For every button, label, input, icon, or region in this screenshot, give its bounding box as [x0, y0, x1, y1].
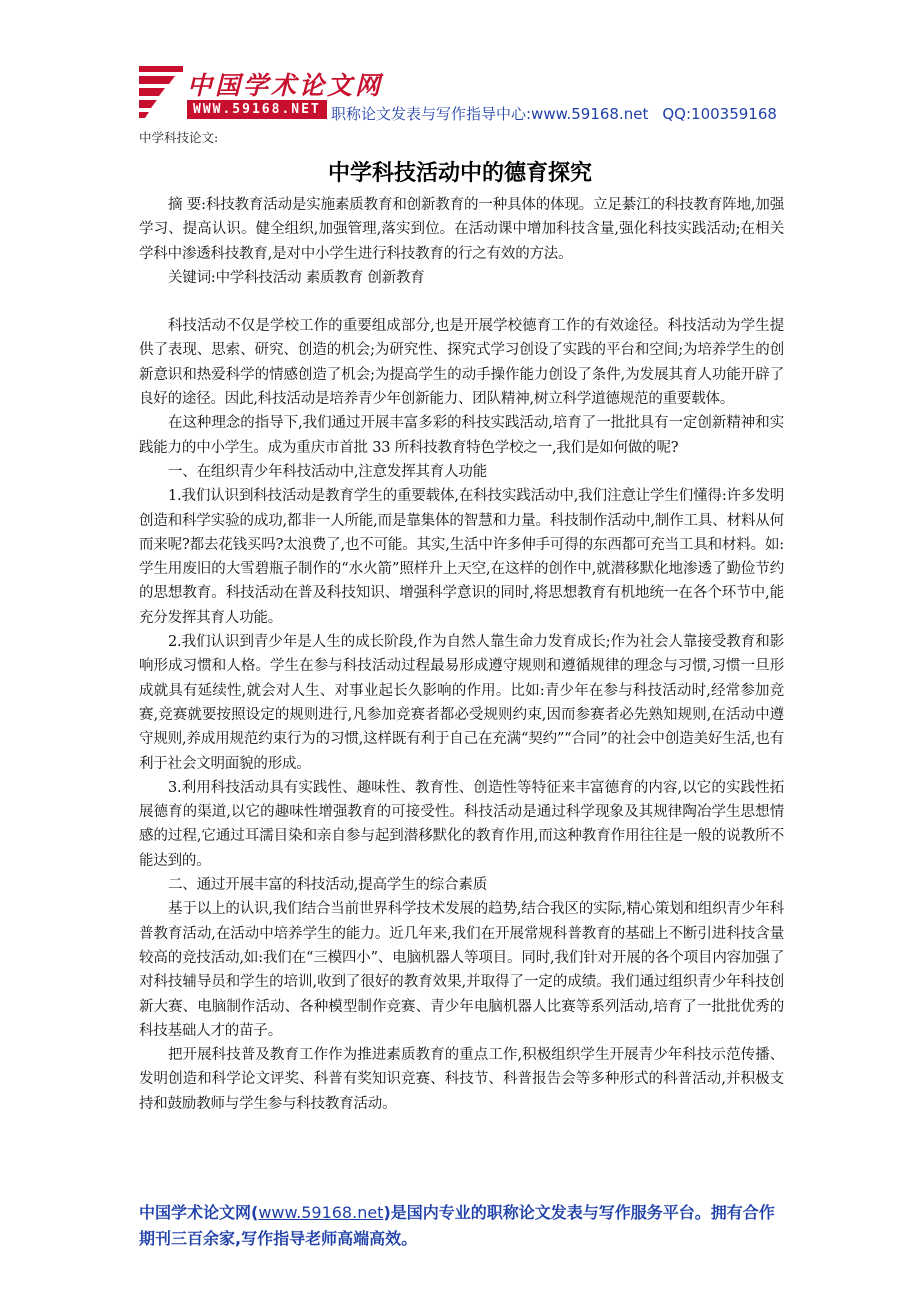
service-link[interactable]: 职称论文发表与写作指导中心:www.59168.net — [331, 105, 649, 123]
body-paragraph: 把开展科技普及教育工作作为推进素质教育的重点工作,积极组织学生开展青少年科技示范传播、发明创造和科学论文评奖、科普有奖知识竞赛、科技节、科普报告会等多种形式的科普活动,并积极支持和鼓励教师与学生参与科技教育活动。 — [139, 1047, 784, 1112]
article-title: 中学科技活动中的德育探究 — [327, 161, 592, 186]
logo-name: 中国学术论文网 — [187, 71, 384, 100]
footer-link[interactable]: www.59168.net — [258, 1203, 384, 1222]
body-paragraph: 3.利用科技活动具有实践性、趣味性、教育性、创造性等特征来丰富德育的内容,以它的实践性拓展德育的渠道,以它的趣味性增强教育的可接受性。科技活动是通过科学现象及其规律陶冶学生思想情感的过程,它通过耳濡目染和亲自参与起到潜移默化的教育作用,而这种教育作用往往是一般的说教所不能达到的。 — [139, 779, 784, 869]
header-contact — [331, 103, 777, 124]
body-paragraph: 在这种理念的指导下,我们通过开展丰富多彩的科技实践活动,培育了一批批具有一定创新精神和实践能力的中小学生。成为重庆市首批 33 所科技教育特色学校之一,我们是如何做的呢? — [139, 415, 784, 456]
keywords-paragraph: 关键词:中学科技活动 素质教育 创新教育 — [168, 269, 425, 286]
body-paragraph: 基于以上的认识,我们结合当前世界科学技术发展的趋势,结合我区的实际,精心策划和组织青少年科普教育活动,在活动中培养学生的能力。近几年来,我们在开展常规科普教育的基础上不断引进科技含量较高的竞技活动,如:我们在“三模四小”、电脑机器人等项目。同时,我们针对开展的各个项目内容加强了对科技辅导员和学生的培训,收到了很好的教育效果,并取得了一定的成绩。我们通过组织青少年科技创新大赛、电脑制作活动、各种模型制作竞赛、青少年电脑机器人比赛等系列活动,培育了一批批优秀的科技基础人才的苗子。 — [139, 901, 784, 1039]
section-heading: 一、在组织青少年科技活动中,注意发挥其育人功能 — [168, 463, 488, 480]
body-paragraph: 1.我们认识到科技活动是教育学生的重要载体,在科技实践活动中,我们注意让学生们懂得:许多发明创造和科学实验的成功,都非一人所能,而是靠集体的智慧和力量。科技制作活动中,制作工具、材料从何而来呢?都去花钱买吗?太浪费了,也不可能。其实,生活中许多伸手可得的东西都可充当工具和材料。如:学生用废旧的大雪碧瓶子制作的“水火箭”照样升上天空,在这样的创作中,就潜移默化地渗透了勤俭节约的思想教育。科技活动在普及科技知识、增强科学意识的同时,将思想教育有机地统一在各个环节中,能充分发挥其育人功能。 — [139, 488, 784, 626]
logo-url: WWW.59168.NET — [187, 100, 327, 119]
body-paragraph: 科技活动不仅是学校工作的重要组成部分,也是开展学校德育工作的有效途径。科技活动为学生提供了表现、思索、研究、创造的机会;为研究性、探究式学习创设了实践的平台和空间;为培养学生的创新意识和热爱科学的情感创造了机会;为提高学生的动手操作能力创设了条件,为发展其育人功能开辟了良好的途径。因此,科技活动是培养青少年创新能力、团队精神,树立科学道德规范的重要载体。 — [139, 318, 784, 408]
abstract-paragraph: 摘 要:科技教育活动是实施素质教育和创新教育的一种具体的体现。立足綦江的科技教育阵地,加强学习、提高认识。健全组织,加强管理,落实到位。在活动课中增加科技含量,强化科技实践活动;在相关学科中渗透科技教育,是对中小学生进行科技教育的行之有效的方法。 — [139, 197, 784, 262]
logo-icon — [139, 64, 183, 120]
footer-promo — [139, 1200, 789, 1252]
footer-prefix: 中国学术论文网( — [139, 1203, 259, 1222]
qq-number: QQ:100359168 — [662, 105, 777, 123]
site-header — [139, 64, 819, 126]
section-heading: 二、通过开展丰富的科技活动,提高学生的综合素质 — [168, 877, 488, 894]
category-label: 中学科技论文: — [139, 130, 219, 145]
body-paragraph: 2.我们认识到青少年是人生的成长阶段,作为自然人靠生命力发育成长;作为社会人靠接受教育和影响形成习惯和人格。学生在参与科技活动过程最易形成遵守规则和遵循规律的理念与习惯,习惯一旦形成就具有延续性,就会对人生、对事业起长久影响的作用。比如:青少年在参与科技活动时,经常参加竞赛,竞赛就要按照设定的规则进行,凡参加竞赛者都必受规则约束,因而参赛者必先熟知规则,在活动中遵守规则,养成用规范约束行为的习惯,这样既有利于自己在充满“契约”“合同”的社会中创造美好生活,也有利于社会文明面貌的形成。 — [139, 634, 784, 772]
article-body — [139, 193, 784, 1116]
footer-suffix: )是国内专业的职称论文发表与写作服务平台。拥有合作期刊三百余家,写作指导老师高端高效。 — [139, 1203, 775, 1248]
blank-line — [139, 290, 784, 314]
